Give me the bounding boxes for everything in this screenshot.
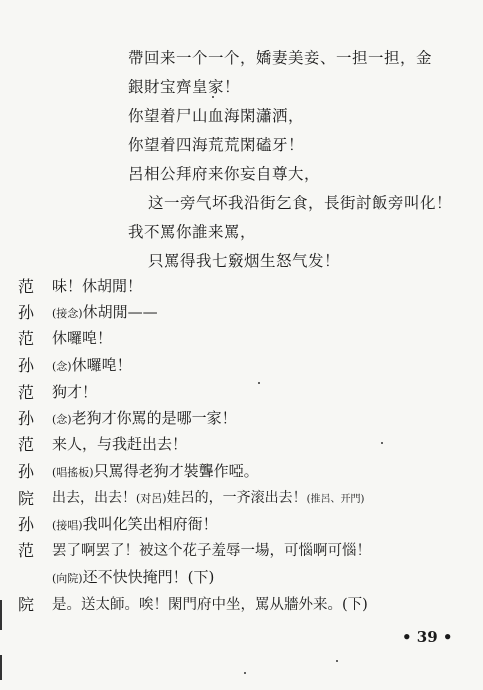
scan-speck (381, 442, 383, 444)
dialogue-text: 狗才！ (52, 383, 98, 401)
scan-speck (258, 382, 260, 384)
dialogue-line (52, 460, 259, 481)
stage-direction: (念) (52, 413, 72, 426)
scan-edge-mark (0, 600, 2, 630)
dialogue-text: 还不快快掩門！(下) (82, 568, 215, 586)
speaker-label: 孙 (18, 303, 35, 322)
dialogue-line (52, 433, 187, 454)
verse-line: 你望着尸山血海閑瀟洒， (128, 107, 305, 125)
dialogue-text: 娃呂的，一齐滚出去！ (166, 490, 307, 506)
dialogue-line (52, 407, 237, 428)
dialogue-text: 老狗才你罵的是哪一家！ (71, 409, 237, 427)
scan-speck (244, 672, 246, 674)
dialogue-text: 休囉唣！ (52, 329, 113, 347)
dialogue-line (52, 301, 158, 322)
dialogue-text: 味！休胡閒！ (52, 277, 143, 295)
dialogue-text: 休胡閒—— (82, 303, 158, 321)
speaker-label: 范 (18, 435, 35, 454)
dialogue-text: 出去，出去！ (52, 490, 136, 506)
speaker-label: 范 (18, 277, 35, 296)
speaker-label: 院 (18, 489, 35, 508)
dialogue-text: 是。送太師。唉！閑門府中坐，罵从牆外来。(下) (52, 597, 368, 613)
verse-line: 你望着四海荒荒閑磕牙！ (128, 136, 305, 154)
stage-direction: (唱搖板) (52, 466, 94, 479)
dialogue-text: 罢了啊罢了！被这个花子羞辱一場，可惱啊可惱！ (52, 543, 371, 559)
speaker-label: 范 (18, 541, 35, 560)
verse-line: 銀財宝齊皇家！ (128, 78, 241, 96)
scan-speck (336, 660, 338, 662)
dialogue-line (52, 275, 142, 296)
dialogue-text: 来人，与我赶出去！ (52, 435, 188, 453)
page-number: • 39 • (402, 628, 453, 646)
verse-line: 呂相公拜府来你妄自尊大， (128, 165, 321, 183)
dialogue-line (52, 487, 364, 507)
stage-direction: (念) (52, 360, 72, 373)
speaker-label: 孙 (18, 462, 35, 481)
speaker-label: 孙 (18, 409, 35, 428)
stage-direction: (向院) (52, 572, 83, 585)
scan-speck (212, 96, 214, 98)
speaker-label: 孙 (18, 515, 35, 534)
dialogue-text: 我叫化笑出相府衙！ (82, 515, 218, 533)
dialogue-text: 只罵得老狗才裝聾作啞。 (93, 462, 259, 480)
dialogue-line (52, 539, 371, 560)
stage-direction: (接念) (52, 307, 83, 320)
speaker-label: 范 (18, 383, 35, 402)
speaker-label: 范 (18, 329, 35, 348)
stage-direction: (推呂、开門) (306, 494, 365, 505)
verse-line: 这一旁气坏我沿街乞食，長街討飯旁叫化！ (148, 194, 453, 212)
speaker-label: 院 (18, 595, 35, 614)
speaker-label: 孙 (18, 356, 35, 375)
verse-line: 我不罵你誰来罵， (128, 223, 257, 241)
stage-direction: (接唱) (52, 519, 83, 532)
dialogue-line (52, 381, 97, 402)
verse-line: 只罵得我七竅烟生怒气发！ (148, 252, 341, 270)
dialogue-line (52, 327, 112, 348)
dialogue-line (52, 354, 132, 375)
dialogue-line (52, 513, 218, 534)
dialogue-line (52, 566, 214, 587)
dialogue-text: 休囉唣！ (71, 356, 132, 374)
stage-direction: (对呂) (136, 492, 167, 505)
scan-edge-mark (0, 655, 2, 680)
verse-line: 帶回来一个一个，嬌妻美妾、一担一担，金 (128, 49, 433, 67)
dialogue-line (52, 593, 368, 614)
